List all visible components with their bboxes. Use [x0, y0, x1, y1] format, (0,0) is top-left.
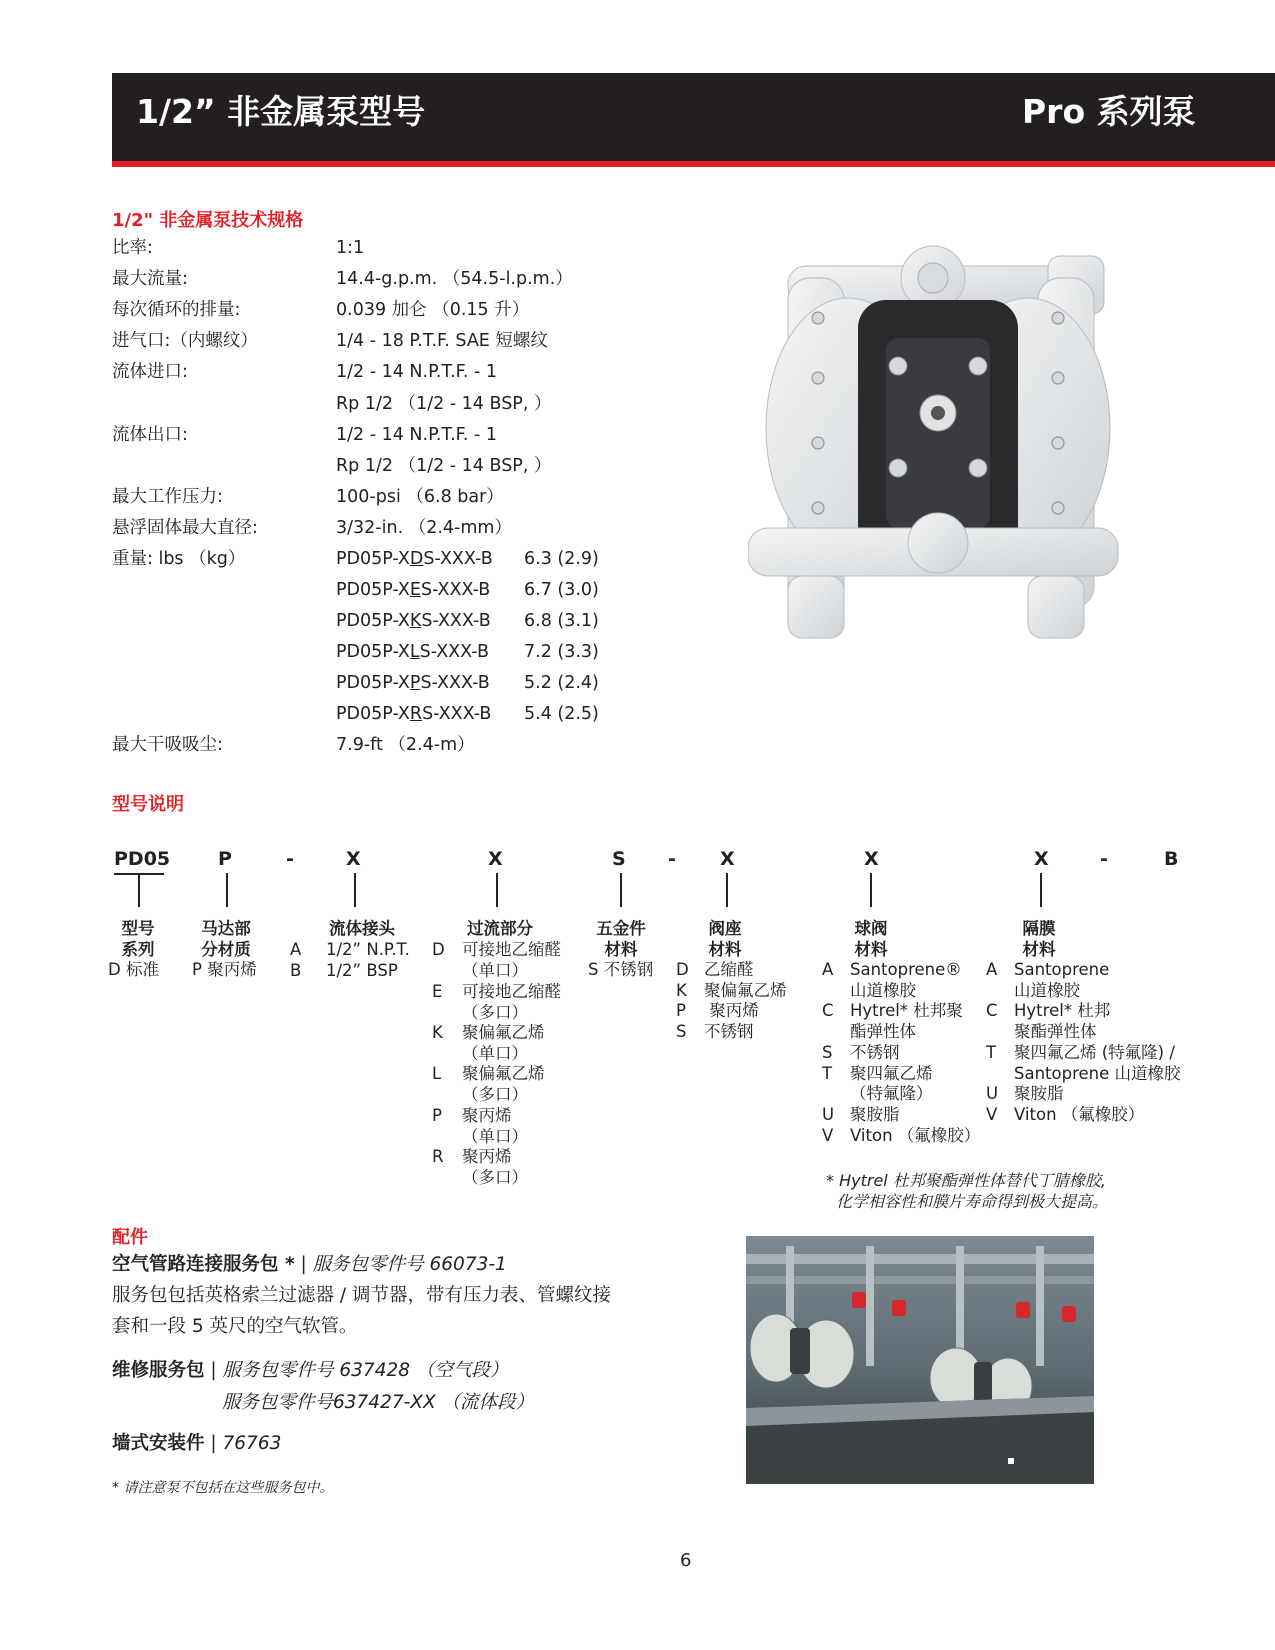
pump-image [748, 238, 1128, 678]
opt-wetted-text: 聚丙烯 （多口） [462, 1147, 528, 1187]
opt-wetted-letter: L [432, 1064, 442, 1083]
hytrel-note-2: 化学相容性和膜片寿命得到极大提高。 [836, 1192, 1109, 1211]
opt-wetted-letter: R [432, 1147, 444, 1166]
spec-value-max-dry-lift: 7.9-ft （2.4-m） [336, 735, 475, 755]
opt-wetted-text: 可接地乙缩醛 （多口） [462, 982, 561, 1022]
code-connector [138, 875, 140, 907]
spec-label-fluid-outlet: 流体出口: [112, 425, 188, 445]
spec-value-max-solids: 3/32-in. （2.4-mm） [336, 518, 512, 538]
weight-row: PD05P-XDS-XXX-B [336, 549, 493, 569]
header-red-stripe [112, 161, 1275, 167]
air-kit-line: 空气管路连接服务包 * | 服务包零件号 66073-1 [112, 1254, 507, 1275]
opt-hardware: S 不锈钢 [588, 960, 654, 979]
weight-value: 6.3 (2.9) [524, 549, 599, 569]
code-connector [354, 873, 356, 907]
weight-row: PD05P-XLS-XXX-B [336, 642, 489, 662]
code-connector [496, 873, 498, 907]
page-number: 6 [680, 1550, 692, 1571]
opt-fluid-conn-letters: A B [290, 940, 302, 980]
weight-value: 5.4 (2.5) [524, 704, 599, 724]
spec-label-max-solids: 悬浮固体最大直径: [112, 518, 258, 538]
cat-series: 型号 系列 [121, 919, 155, 959]
weight-value: 6.8 (3.1) [524, 611, 599, 631]
code-seat: X [720, 848, 735, 870]
spec-label-weight: 重量: lbs （kg） [112, 549, 246, 569]
opt-wetted-letter: K [432, 1023, 443, 1042]
code-dash: - [286, 848, 294, 870]
opt-wetted-text: 可接地乙缩醛 （单口） [462, 940, 561, 980]
opt-fluid-conn-text: 1/2” N.P.T. 1/2” BSP [326, 940, 410, 980]
opt-wetted-letter: E [432, 982, 443, 1001]
code-connector [1040, 873, 1042, 907]
spec-value-ratio: 1:1 [336, 238, 365, 258]
spec-value-fluid-outlet-2: Rp 1/2 （1/2 - 14 BSP, ） [336, 456, 552, 476]
opt-series: D 标准 [108, 960, 159, 979]
page-title: 1/2” 非金属泵型号 [136, 92, 426, 131]
weight-value: 7.2 (3.3) [524, 642, 599, 662]
code-dash: - [668, 848, 676, 870]
code-fluid-conn: X [346, 848, 361, 870]
cat-fluid-conn: 流体接头 [329, 919, 395, 938]
cat-hardware: 五金件 材料 [596, 919, 646, 959]
installation-photo [746, 1236, 1094, 1484]
spec-label-max-dry-lift: 最大干吸吸尘: [112, 735, 223, 755]
cat-wetted: 过流部分 [467, 919, 533, 938]
opt-ball-text: Santoprene® 山道橡胶 Hytrel* 杜邦聚 酯弹性体 不锈钢 聚四氟乙烯 （特氟隆） 聚胺脂 Viton （氟橡胶） [850, 960, 981, 1145]
air-kit-desc-2: 套和一段 5 英尺的空气软管。 [112, 1316, 358, 1337]
spec-label-air-inlet: 进气口:（内螺纹） [112, 331, 258, 351]
opt-wetted-text: 聚偏氟乙烯 （多口） [462, 1064, 545, 1104]
spec-value-max-flow: 14.4-g.p.m. （54.5-l.p.m.） [336, 269, 573, 289]
code-connector [726, 873, 728, 907]
code-dash: - [1100, 848, 1108, 870]
code-hardware: S [612, 848, 626, 870]
weight-row: PD05P-XKS-XXX-B [336, 611, 491, 631]
opt-diaphragm-text: Santoprene 山道橡胶 Hytrel* 杜邦 聚酯弹性体 聚四氟乙烯 (特氟隆) / Santoprene 山道橡胶 聚胺脂 Viton （氟橡胶） [1014, 960, 1181, 1124]
opt-motor: P 聚丙烯 [192, 960, 257, 979]
opt-wetted-letter: P [432, 1106, 442, 1125]
opt-seat-letters: D K P S [676, 960, 689, 1042]
spec-value-fluid-inlet-1: 1/2 - 14 N.P.T.F. - 1 [336, 362, 498, 382]
opt-wetted-letter: D [432, 940, 445, 959]
spec-label-max-flow: 最大流量: [112, 269, 188, 289]
code-suffix: B [1164, 848, 1179, 870]
spec-label-max-pressure: 最大工作压力: [112, 487, 223, 507]
opt-ball-letters: A C S T U V [822, 960, 835, 1145]
spec-value-air-inlet: 1/4 - 18 P.T.F. SAE 短螺纹 [336, 331, 548, 351]
spec-label-displacement: 每次循环的排量: [112, 300, 241, 320]
code-connector [226, 873, 228, 907]
code-series: PD05 [114, 848, 171, 870]
spec-value-fluid-inlet-2: Rp 1/2 （1/2 - 14 BSP, ） [336, 394, 552, 414]
accessories-section-title: 配件 [112, 1227, 148, 1248]
spec-value-displacement: 0.039 加仑 （0.15 升） [336, 300, 530, 320]
cat-ball: 球阀 材料 [854, 919, 888, 959]
spec-label-fluid-inlet: 流体进口: [112, 362, 188, 382]
series-title: Pro 系列泵 [1022, 92, 1196, 131]
cat-motor: 马达部 分材质 [201, 919, 251, 959]
hytrel-note-1: * Hytrel 杜邦聚酯弹性体替代丁腈橡胶, [826, 1171, 1106, 1190]
spec-value-fluid-outlet-1: 1/2 - 14 N.P.T.F. - 1 [336, 425, 498, 445]
code-connector [870, 873, 872, 907]
opt-wetted-text: 聚偏氟乙烯 （单口） [462, 1023, 545, 1063]
spec-label-ratio: 比率: [112, 238, 153, 258]
code-connector [620, 873, 622, 907]
air-kit-desc-1: 服务包包括英格索兰过滤器 / 调节器，带有压力表、管螺纹接 [112, 1285, 611, 1306]
code-motor: P [218, 848, 232, 870]
cat-diaphragm: 隔膜 材料 [1022, 919, 1056, 959]
cat-seat: 阀座 材料 [708, 919, 742, 959]
weight-row: PD05P-XES-XXX-B [336, 580, 491, 600]
opt-diaphragm-letters: A C T U V [986, 960, 999, 1124]
code-ball: X [864, 848, 879, 870]
model-section-title: 型号说明 [112, 794, 184, 815]
code-diaphragm: X [1034, 848, 1049, 870]
opt-wetted-text: 聚丙烯 （单口） [462, 1106, 528, 1146]
opt-seat-text: 乙缩醛 聚偏氟乙烯 聚丙烯 不锈钢 [704, 960, 787, 1042]
accessories-footnote: * 请注意泵不包括在这些服务包中。 [112, 1480, 334, 1496]
repair-kit-line-2: 服务包零件号637427-XX （流体段） [222, 1392, 535, 1413]
weight-row: PD05P-XPS-XXX-B [336, 673, 490, 693]
specs-section-title: 1/2" 非金属泵技术规格 [112, 210, 304, 231]
weight-value: 6.7 (3.0) [524, 580, 599, 600]
spec-value-max-pressure: 100-psi （6.8 bar） [336, 487, 504, 507]
code-wetted: X [488, 848, 503, 870]
weight-row: PD05P-XRS-XXX-B [336, 704, 492, 724]
repair-kit-line: 维修服务包 | 服务包零件号 637428 （空气段） [112, 1360, 509, 1381]
weight-value: 5.2 (2.4) [524, 673, 599, 693]
wall-mount-line: 墙式安装件 | 76763 [112, 1433, 282, 1454]
